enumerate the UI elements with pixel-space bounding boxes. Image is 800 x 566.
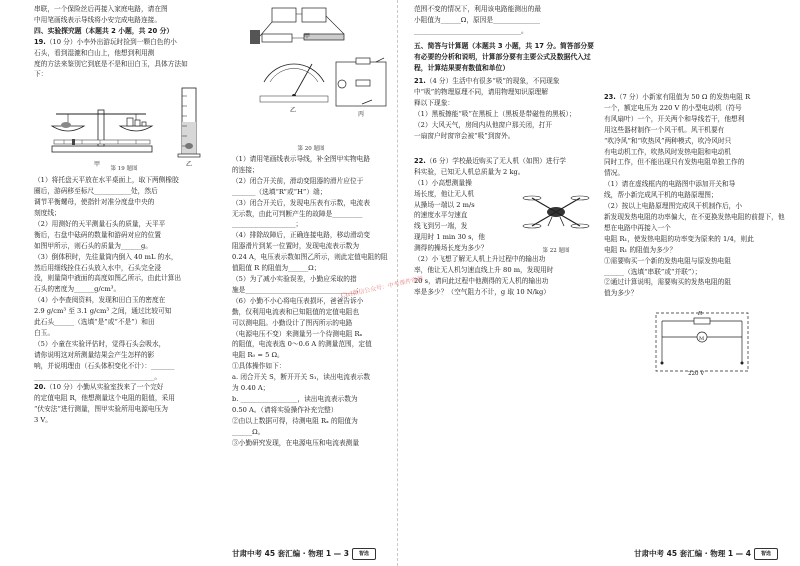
text-line: 串联，一个保险丝后再接入家庭电路，请在图: [34, 5, 168, 13]
text-line: （2）小飞想了解无人机上升过程中的输出功: [414, 255, 546, 264]
figure-22: [520, 184, 592, 257]
text-line: （3）闭合开关后，发现电压表有示数，电流表: [232, 198, 371, 207]
text-line: 从操场一端以 2 m/s: [414, 200, 475, 209]
text-line: 有电动机工作，吹热风时发热电阻和电动机: [604, 147, 732, 156]
text-line: （6 分）学校最近购买了无人机（如图）进行学: [425, 156, 566, 165]
text-line: （5）为了减小实验误差，小勤应采取的措: [232, 274, 357, 283]
text-line: ③小勤研究发现，在电源电压和电流表测量: [232, 438, 360, 447]
circuit-figure-20: [232, 4, 390, 146]
text-line: 的连接；: [232, 165, 259, 174]
text-line: 下：: [34, 70, 48, 79]
text-line: 可以测电阻。小勤设计了图丙所示的电路: [232, 318, 353, 327]
text-line: 新发现发热电阻的功率偏大，在不更换发热电阻的前提下，他想在电路中再接入一个: [604, 212, 785, 232]
text-line: （4）排除故障后，正确连接电路，移动滑动变: [232, 231, 371, 240]
text-line: 0.50 A。（请将实验操作补充完整）: [232, 405, 338, 414]
text-line: 如图甲所示，则石头的质量为______g。: [34, 241, 152, 250]
text-line: （2）大风天气，房间内从他窗户那关闭，打开: [414, 121, 553, 130]
text-line: （1）请用笔画线表示导线，补全图甲实物电路: [232, 155, 371, 163]
text-line: 然后用细线拴住石头放入水中，石头完全浸: [34, 263, 162, 272]
text-line: 20 s，请问此过程中他测得的无人机的输出功: [414, 276, 549, 285]
text-line: 小阻值为______Ω，原因是______________: [414, 15, 540, 24]
figure-19: [34, 80, 214, 172]
text-line: a. 闭合开关 S，断开开关 S₁，读出电流表示数: [232, 373, 371, 382]
text-line: （1）将托盘天平放在水平桌面上，取下两侧橡胶: [34, 176, 179, 185]
figure-label-bing: 丙: [358, 111, 365, 118]
text-line: （6）小勤不小心将电压表损坏，爸爸告诉小: [232, 296, 364, 305]
text-line: 3 V。: [34, 416, 52, 425]
text-line: “吹冷风”和“吹热风”两种模式，吹冷风时只: [604, 136, 732, 145]
text-line: （1）黑板擦能“吸”在黑板上（黑板是带磁性的黑板）；: [414, 110, 576, 119]
text-line: （5）小童在实验评估时，觉得石头会吸水，: [34, 339, 166, 348]
text-line: 现用时 1 min 30 s，他: [414, 233, 485, 242]
text-line: 的阻值，电流表选 0～0.6 A 的测量范围，定值: [232, 340, 372, 349]
text-line: ①需要购买一个新的发热电阻与原发热电阻: [604, 256, 732, 265]
right-column-1: [414, 4, 594, 298]
text-line: 施是_________________________________；: [232, 285, 363, 294]
figure-caption: 第 19 题图: [110, 166, 138, 173]
text-line: ①具体操作如下：: [232, 362, 286, 371]
text-line: 中用笔画线表示导线将小安完成电路连接。: [34, 15, 162, 24]
text-line: 值为多少？: [604, 289, 638, 298]
right-column-2: [604, 92, 790, 381]
text-line: 线，帮小新完成风干机的电路原理图；: [604, 191, 718, 200]
text-line: （10 分）小李外出游玩时捡到一颗白色的小: [45, 37, 177, 46]
figure-23-circuit: [648, 307, 758, 381]
question-number: 22.: [414, 156, 426, 165]
figure-label-jia: 甲: [94, 161, 101, 169]
text-line: （10 分）小勤从实验室找来了一个完好: [45, 383, 164, 392]
text-line: （3）倒体积时，先往量筒内倒入 40 mL 的水，: [34, 252, 178, 261]
text-line: ②由以上数据可得，待测电阻 Rₓ 的阻值为: [232, 416, 358, 425]
left-column-1: [34, 4, 214, 426]
text-line: （2）闭合开关前，滑动变阻器的滑片应位于: [232, 176, 364, 185]
resistor-label: R: [698, 311, 703, 318]
footer-text: 甘肃中考 45 套汇编 · 物理 1 — 4: [634, 549, 752, 558]
figure-label-yi: 乙: [290, 107, 297, 114]
text-line: 勤，仅利用电流表和已知阻值的定值电阻也: [232, 307, 360, 316]
page-footer: [232, 548, 376, 560]
right-page: [402, 0, 800, 566]
text-line: （4 分）生活中有很多“吸”的现象，不同现象: [425, 77, 560, 86]
text-line: 的定值电阻 R，他想测量这个电阻的阻值，采用: [34, 394, 175, 403]
text-line: 率，他让无人机匀速直线上升 80 m，发现用时: [414, 265, 554, 274]
text-line: “伏安法”进行测量，图甲实验所用电源电压为: [34, 405, 168, 414]
text-line: 衡后，右盘中砝码的数量和游码对应的位置: [34, 230, 162, 239]
q22-text-wrap: [414, 178, 514, 254]
figure-caption: 第 20 题图: [297, 146, 325, 152]
text-line: （7 分）小新家有阻值为 50 Ω 的发热电阻 R: [615, 93, 751, 101]
text-line: ________________________________。: [414, 26, 528, 35]
question-number: 19.: [34, 37, 46, 46]
left-page: [0, 0, 398, 566]
text-line: 有风扇叶）一个，开关两个和导线若干，他想利: [604, 114, 745, 123]
text-line: 2.9 g/cm³ 至 3.1 g/cm³ 之间，通过比较可知: [34, 307, 172, 316]
figure-caption: 第 22 题图: [542, 247, 570, 254]
question-number: 23.: [604, 93, 616, 101]
text-line: （4）小李查阅资料，发现和田白玉的密度在: [34, 296, 166, 305]
text-line: （1）请在虚线框内的电路图中添加开关和导: [604, 180, 736, 189]
text-line: 测得的操场长度为多少？: [414, 244, 488, 253]
text-line: 调节平衡螺母，使指针对准分度盘中央的: [34, 198, 155, 207]
text-line: 率是多少？（空气阻力不计，g 取 10 N/kg）: [414, 287, 550, 296]
text-line: ②通过计算说明，需要购买的发热电阻的阻: [604, 278, 732, 287]
publisher-logo-icon: 智选: [754, 548, 778, 560]
text-line: ______（选填“串联”或“并联”）；: [604, 267, 702, 276]
figure-20: [232, 4, 390, 154]
text-line: ______Ω。: [232, 427, 265, 436]
text-line: 科实验，已知无人机总质量为 2 kg。: [414, 167, 525, 176]
text-line: 一扇窗户时窗帘会被“吸”到窗外。: [414, 131, 515, 140]
figure-label-yi: 乙: [186, 161, 193, 169]
motor-label: M: [699, 336, 705, 343]
text-line: 度的方法来鉴别它到底是不是和田白玉，具体方法如: [34, 59, 188, 68]
text-line: 电阻 R₁，使发热电阻的功率变为原来的 1/4，则此: [604, 234, 754, 243]
text-line: 圈后，游码移至标尺___________处，然后: [34, 187, 158, 196]
text-line: 阻器滑片到某一位置时，发现电流表示数为: [232, 242, 360, 251]
publisher-logo-icon: 智选: [352, 548, 376, 560]
text-line: ___________________；: [232, 220, 303, 229]
footer-text: 甘肃中考 45 套汇编 · 物理 1 — 3: [232, 549, 350, 558]
section-heading: 四、实验探究题（本题共 2 小题，共 20 分）: [34, 26, 174, 35]
text-line: 一个，额定电压为 220 V 的小型电动机（符号: [604, 103, 742, 112]
text-line: 情况。: [604, 169, 625, 178]
text-line: （1）小高想测量操: [414, 178, 472, 187]
watermark: Ctrl微信公众号：中考课件资源: [340, 275, 424, 300]
figure-label-jia: 甲: [304, 33, 311, 40]
left-column-2: [232, 4, 390, 448]
section-heading: 五、简答与计算题（本题共 3 小题，共 17 分。简答部分要有必要的分析和说明，计算部分要有主要公式及数据代入过程，计算结果要有数值和单位）: [414, 41, 594, 72]
text-line: 石头的密度为______g/cm³。: [34, 285, 121, 294]
text-line: 刻度线；: [34, 208, 61, 217]
text-line: （2）按以上电路原理图完成风干机制作后，小: [604, 202, 743, 211]
text-line: ____________________________________。: [34, 372, 162, 381]
text-line: 释以下现象：: [414, 99, 455, 108]
page-footer: [634, 548, 778, 560]
text-line: 中“吸”的物理原理不同，请用物理知识原理解: [414, 88, 548, 97]
question-number: 20.: [34, 383, 46, 392]
text-line: 石头，看到湿漉和白山上，他想到利用测: [34, 48, 155, 57]
text-line: 请你说明这对所测量结果会产生怎样的影: [34, 350, 155, 359]
text-line: 电阻 R₁ 的阻值为多少？: [604, 245, 677, 254]
text-line: （电源电压不变）来测量另一个待测电阻 Rₓ: [232, 329, 363, 338]
text-line: 同时工作，但不能出现只有发热电阻单独工作的: [604, 158, 745, 167]
text-line: 值阻值 R 的阻值为______Ω；: [232, 264, 321, 273]
text-line: 范围不变的情况下，利用该电路能测出的最: [414, 5, 542, 13]
text-line: 无示数，由此可判断产生的故障是_________: [232, 209, 363, 218]
text-line: 0.24 A，电压表示数如图乙所示，则此定值电阻的阻: [232, 253, 388, 262]
text-line: 没，则量筒中液面的高度如图乙所示，由此计算出: [34, 274, 182, 283]
text-line: 的速度水平匀速直: [414, 211, 468, 220]
text-line: 白玉。: [34, 328, 55, 337]
question-number: 21.: [414, 77, 426, 86]
text-line: （2）用测好的天平测量石头的质量，天平平: [34, 219, 166, 228]
text-line: 此石头______（选填“是”或“不是”）和田: [34, 318, 155, 327]
voltage-label: 220 V: [688, 371, 705, 378]
text-line: 响，并说明理由（石头体积变化不计）：_______: [34, 361, 175, 370]
drone-figure: [520, 184, 592, 242]
text-line: 电阻 R₀ = 5 Ω。: [232, 351, 284, 360]
text-line: _______（选填“R”或“H”）端；: [232, 187, 327, 196]
text-line: 为 0.40 A；: [232, 384, 270, 393]
balance-and-cylinder-figure: [34, 80, 214, 164]
text-line: b. _________________，读出电流表示数为: [232, 394, 358, 403]
text-line: 用这些器材制作一个风干机。风干机要有: [604, 125, 725, 134]
text-line: 线飞到另一端，发: [414, 222, 468, 231]
q22-block: [414, 178, 594, 254]
text-line: 场长度，他让无人机: [414, 189, 475, 198]
